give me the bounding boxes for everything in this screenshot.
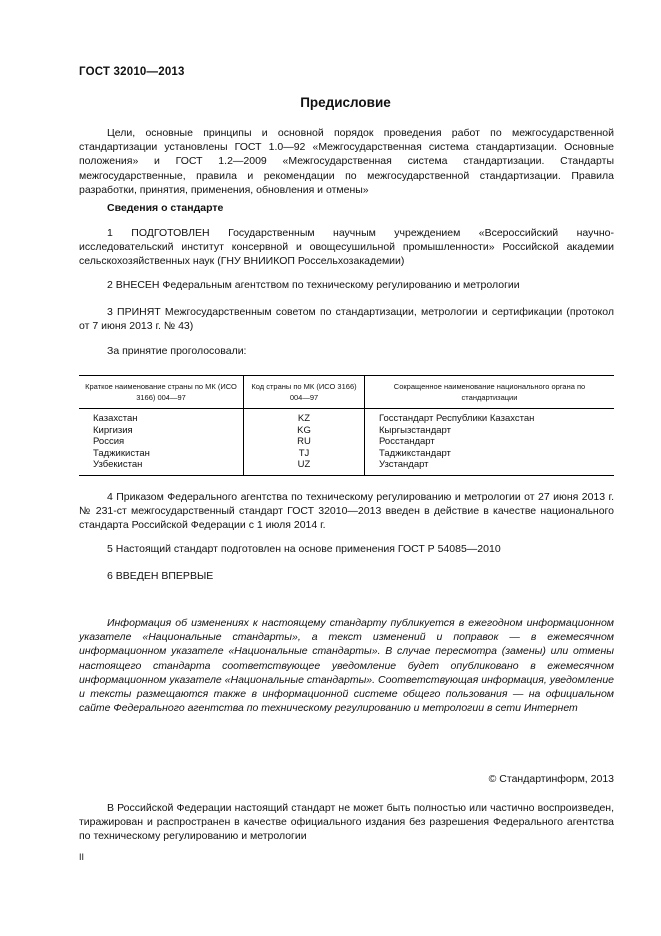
cell-country: Таджикистан — [93, 447, 150, 459]
item-5: 5 Настоящий стандарт подготовлен на основе применения ГОСТ Р 54085—2010 — [107, 543, 501, 555]
copyright: © Стандартинформ, 2013 — [488, 773, 614, 785]
item-4 — [79, 490, 614, 533]
item-3-text: 3 ПРИНЯТ Межгосударственным советом по стандартизации, метрологии и сертификации (протокол от 7 июня 2013 г. № 43) — [79, 306, 614, 333]
cell-body: Кыргызстандарт — [365, 425, 615, 437]
page-number: II — [79, 852, 85, 862]
reproduction-notice — [79, 801, 614, 844]
amendments-notice-text: Информация об изменениях к настоящему стандарту публикуется в ежегодном информационном указателе «Национальные стандарты», а текст изменений и поправок — в ежемесячном информационном указателе «Национальные стандарты». В случае пересмотра (замены) или отмены настоящего стандарта соответствующее уведомление будет опубликовано в ежемесячном информационном указателе «Национальные стандарты». Соответствующая информация, уведомление и тексты размещаются также в информационной системе общего пользования — на официальном сайте Федерального агентства по техническому регулированию и метрологии в сети Интернет — [79, 617, 614, 715]
cell-country: Узбекистан — [79, 459, 244, 475]
header-country-name: Краткое наименование страны по МК (ИСО 3166) 004—97 — [79, 376, 244, 409]
item-1-text: 1 ПОДГОТОВЛЕН Государственным научным учреждением «Всероссийский научно-исследовательский институт консервной и овощесушильной промышленности» Российской академии сельскохозяйственных наук (ГНУ ВНИИКОП Россельхозакадемии) — [79, 227, 614, 268]
cell-country: Киргизия — [93, 424, 133, 436]
table-row — [79, 459, 614, 475]
header-standards-body: Сокращенное наименование национального органа по стандартизации — [365, 376, 615, 409]
cell-country: Россия — [93, 436, 125, 447]
voting-table — [79, 375, 614, 476]
table-header-row — [79, 376, 614, 409]
cell-code: RU — [244, 436, 365, 448]
cell-body: Таджикстандарт — [365, 448, 615, 460]
amendments-notice — [79, 616, 614, 715]
table-row — [79, 436, 614, 448]
table-row — [79, 448, 614, 460]
cell-code: KZ — [244, 409, 365, 425]
item-3 — [79, 305, 614, 333]
cell-code: TJ — [244, 448, 365, 460]
voted-label: За принятие проголосовали: — [107, 345, 247, 357]
intro-text: Цели, основные принципы и основной порядок проведения работ по межгосударственной стандартизации установлены ГОСТ 1.0—92 «Межгосударственная система стандартизации. Основные положения» и ГОСТ 1.2—2009 «Межгосударственная система стандартизации. Стандарты межгосударственные, правила и рекомендации по межгосударственной стандартизации. Правила разработки, принятия, применения, обновления и отмены» — [79, 127, 614, 196]
cell-body: Росстандарт — [365, 436, 615, 448]
cell-body: Узстандарт — [365, 459, 615, 475]
cell-code: KG — [244, 425, 365, 437]
header-country-code: Код страны по МК (ИСО 3166) 004—97 — [244, 376, 365, 409]
document-header: ГОСТ 32010—2013 — [79, 66, 185, 78]
item-2: 2 ВНЕСЕН Федеральным агентством по техническому регулированию и метрологии — [107, 279, 520, 291]
reproduction-notice-text: В Российской Федерации настоящий стандарт не может быть полностью или частично воспроизведен, тиражирован и распространен в качестве официального издания без разрешения Федерального агентства по техническому регулированию и метрологии — [79, 802, 614, 843]
intro-paragraph — [79, 126, 614, 197]
cell-code: UZ — [244, 459, 365, 475]
page-title: Предисловие — [300, 95, 391, 110]
table-row — [79, 425, 614, 437]
table-row — [79, 409, 614, 425]
item-1 — [79, 226, 614, 269]
cell-body: Госстандарт Республики Казахстан — [365, 409, 615, 425]
item-4-text: 4 Приказом Федерального агентства по техническому регулированию и метрологии от 27 июня 2013 г. № 231-ст межгосударственный стандарт ГОСТ 32010—2013 введен в действие в качестве национального стандарта Российской Федерации с 1 июля 2014 г. — [79, 491, 614, 532]
item-6: 6 ВВЕДЕН ВПЕРВЫЕ — [107, 570, 214, 582]
cell-country: Казахстан — [93, 413, 138, 424]
info-heading: Сведения о стандарте — [107, 202, 224, 214]
